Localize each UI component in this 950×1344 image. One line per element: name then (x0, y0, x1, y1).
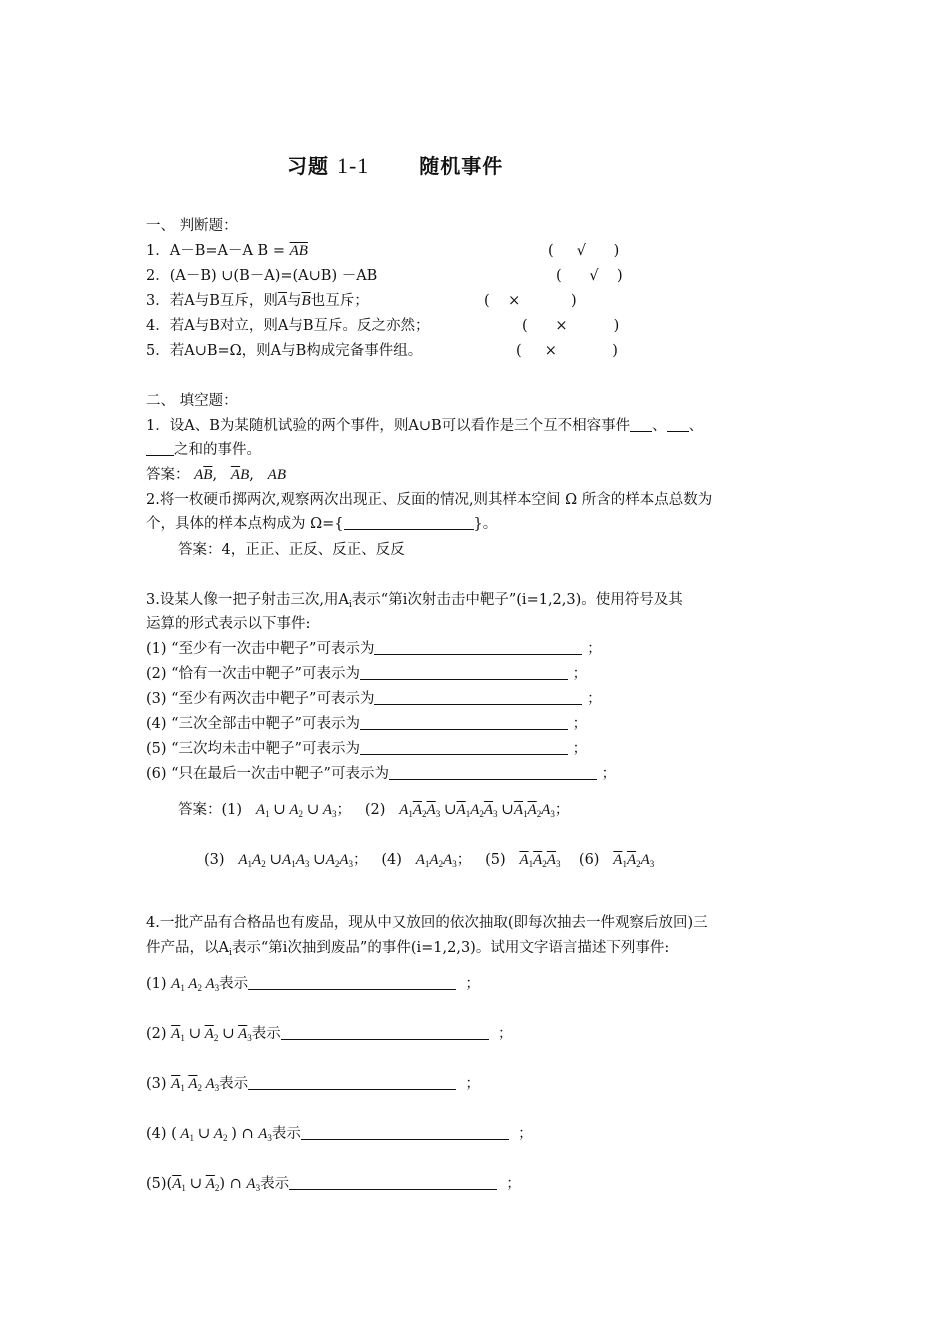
tf-answer-2: ( √ ) (556, 268, 623, 284)
page-title (287, 150, 503, 179)
fill-q3-answer-line2: (3) $A_1A_2$ $\cup A_1A_3$ $\cup A_2A_3$； (4) $A_1A_2A_3$； (5) $\overline{A}_1\overline{A}_2\overline{A}_3$ (6) $\overline{A}_1\overline{A}_2A_3$ (204, 852, 655, 869)
fill-q4-line2: 件产品，以$A_i$表示“第i次抽到废品”的事件(i=1,2,3)。试用文字语言描述下列事件: (146, 940, 670, 958)
fill-q3-item-2: (2) “恰有一次击中靶子”可表示为 ； (146, 666, 588, 682)
tf-answer-3: ( × ) (484, 293, 577, 309)
fill-q3-item-4: (4) “三次全部击中靶子”可表示为 ； (146, 716, 588, 732)
fill-q3-item-3: (3) “至少有两次击中靶子”可表示为 ； (146, 691, 602, 707)
fill-q4-line1: 4.一批产品有合格品也有废品，现从中又放回的依次抽取(即每次抽去一件观察后放回)三 (146, 915, 708, 931)
tf-item-4: 4．若A与B对立，则A与B互斥。反之亦然； ( × ) (146, 318, 620, 334)
fill-q4-item-2: (2) $\overline{A}_1$ ∪ $\overline{A}_2$ ∪ $\overline{A}_3$表示 ； (146, 1026, 513, 1043)
math-ab-overline: $\overline{AB}$ (289, 243, 308, 259)
fill-q2-line1: 2.将一枚硬币掷两次,观察两次出现正、反面的情况,则其样本空间 Ω 所含的样本点总数为 (146, 492, 713, 508)
fill-q4-item-1: (1) $A_1$ $A_2$ $A_3$表示 ； (146, 976, 480, 993)
fill-q3-answer-line1: 答案：(1) $A_1$ ∪ $A_2$ ∪ $A_3$； (2) $A_1\overline{A}_2\overline{A}_3$ $\cup\overline{A}_1A_2\overline{A}_3$ $\cup\overline{A}_1\overline{A}_2A_3$； (178, 802, 570, 819)
fill-q3-line2: 运算的形式表示以下事件: (146, 616, 311, 632)
fill-q3-item-1: (1) “至少有一次击中靶子”可表示为 ； (146, 641, 602, 657)
fill-q2-line2: 个，具体的样本点构成为 Ω={ }。 (146, 516, 498, 532)
fill-q1-line1: 1．设A、B为某随机试验的两个事件，则A∪B可以看作是三个互不相容事件 、 、 (146, 418, 704, 434)
section1-heading: 一、 判断题： (146, 218, 238, 234)
fill-q4-item-5: $(5)(\overline{A}_1$ ∪ $\overline{A}_2$) ∩ $A_3$表示 ； (146, 1176, 521, 1193)
fill-q1-line2: 之和的事件。 (146, 440, 261, 460)
section2-heading: 二、 填空题： (146, 393, 238, 409)
tf-item-2: 2．(A－B) ∪(B－A)=(A∪B) －AB ( √ ) (146, 268, 623, 284)
fill-q4-item-4: (4) ( $A_1$ ∪ $A_2$ ) ∩ $A_3$表示 ； (146, 1126, 533, 1143)
title-number: 1-1 (336, 153, 370, 178)
tf-answer-4: ( × ) (522, 318, 620, 334)
tf-answer-1: ( √ ) (548, 243, 620, 259)
fill-q4-item-3: (3) $\overline{A}_1$ $\overline{A}_2$ $A_3$表示 ； (146, 1076, 480, 1093)
fill-q3-line1: 3.设某人像一把子射击三次,用$A_i$表示“第i次射击击中靶子”(i=1,2,3)。使用符号及其 (146, 592, 683, 610)
tf-answer-5: ( × ) (516, 343, 618, 359)
fill-q2-answer: 答案：4，正正、正反、反正、反反 (178, 542, 405, 558)
title-name: 随机事件 (419, 154, 504, 178)
fill-q3-item-5: (5) “三次均未击中靶子”可表示为 ； (146, 741, 588, 757)
tf-item-3: 3．若A与B互斥，则$\overline{A}$与$\overline{B}$也互斥； ( × ) (146, 293, 577, 309)
tf-item-1: 1．A－B=A－A $B = \overline{AB}$ ( √ ) (146, 243, 620, 259)
title-prefix: 习题 (287, 154, 329, 178)
tf-item-5: 5．若A∪B=Ω，则A与B构成完备事件组。 ( × ) (146, 343, 618, 359)
fill-q3-item-6: (6) “只在最后一次击中靶子”可表示为 ； (146, 766, 617, 782)
fill-q1-answer: 答案： $A\overline{B}$, $\overline{A}B$, AB (146, 467, 286, 483)
